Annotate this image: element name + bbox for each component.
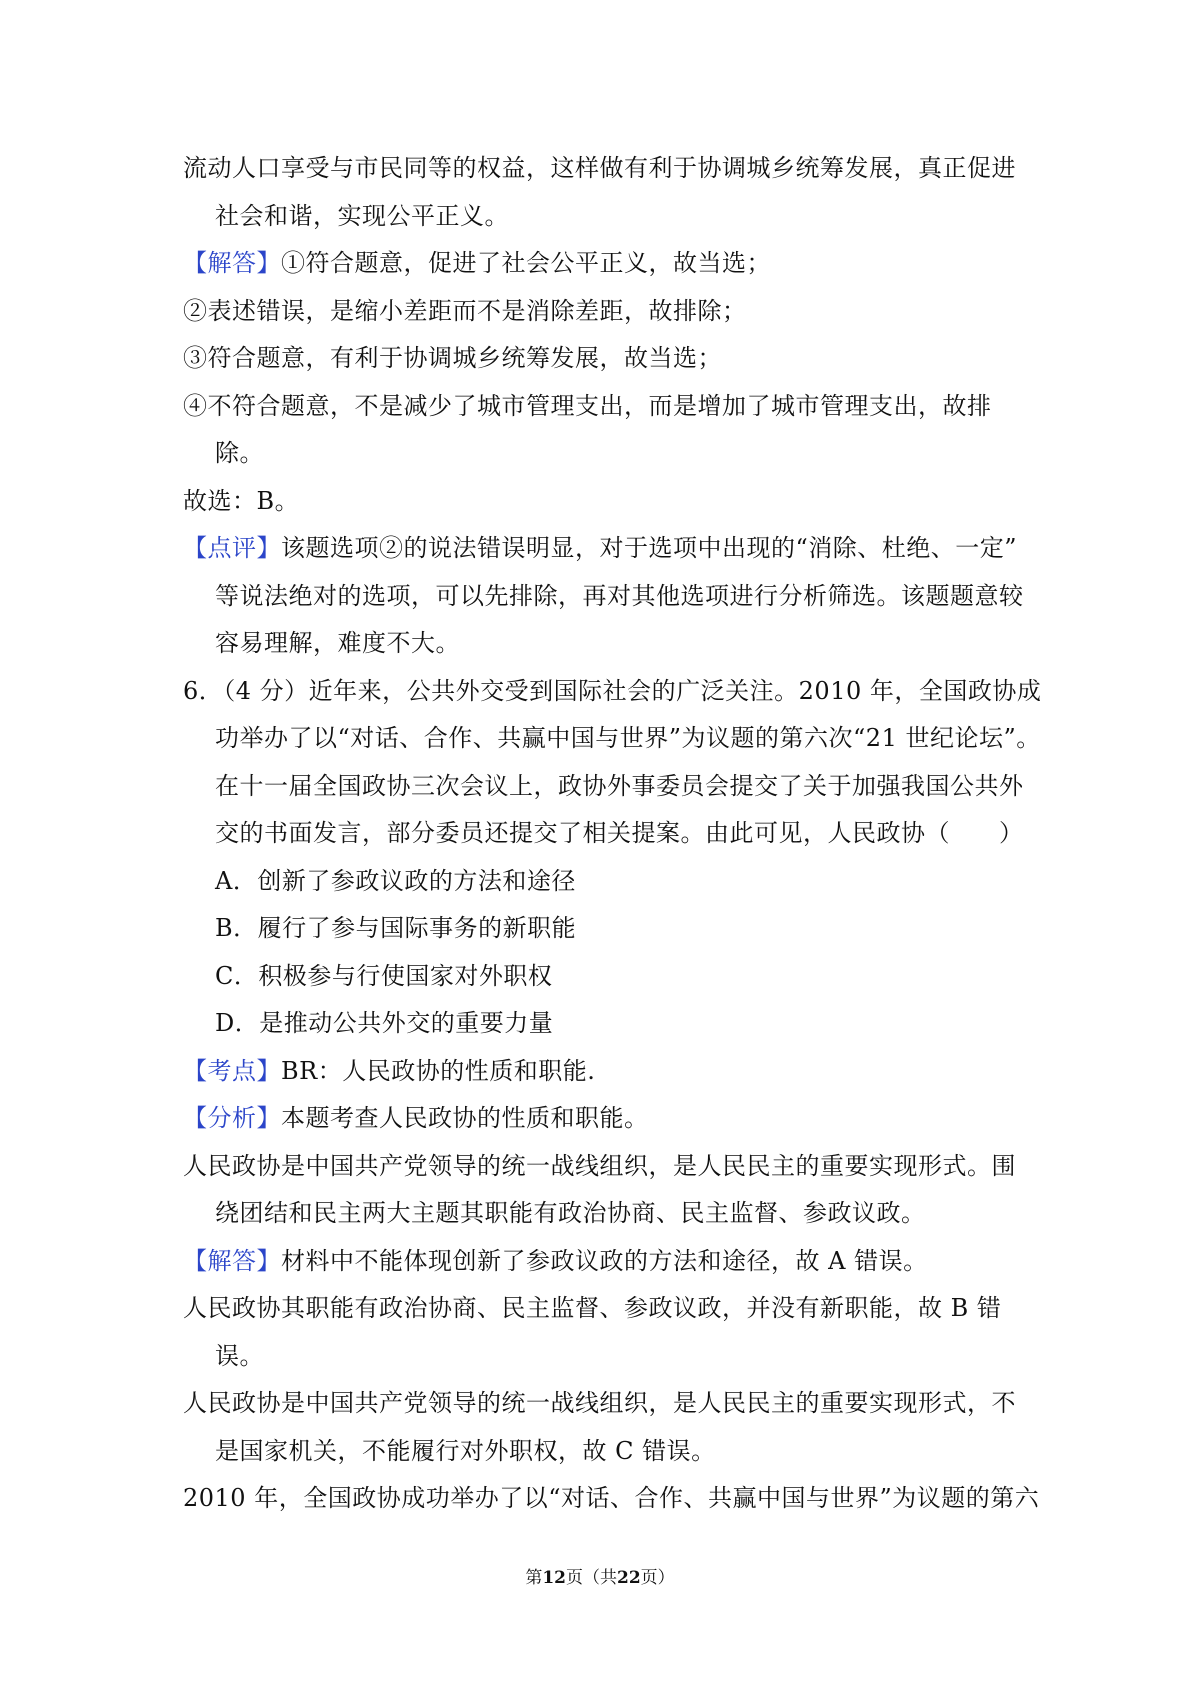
knowledge-point-line: 【考点】BR：人民政协的性质和职能. xyxy=(183,1056,596,1085)
text-line: 社会和谐，实现公平正义。 xyxy=(215,201,509,230)
comment-tag: 【点评】 xyxy=(183,534,281,562)
page-body xyxy=(183,145,1042,1523)
comment-line: 【点评】该题选项②的说法错误明显，对于选项中出现的“消除、杜绝、一定” xyxy=(183,534,1018,562)
text-line: 容易理解，难度不大。 xyxy=(215,629,460,657)
page-number: 12 xyxy=(542,1568,566,1588)
text-line: ③符合题意，有利于协调城乡统筹发展，故当选； xyxy=(183,344,722,372)
answer-tag: 【解答】 xyxy=(183,249,281,277)
text-line: 人民政协是中国共产党领导的统一战线组织，是人民民主的重要实现形式。围 xyxy=(183,1151,1016,1180)
option-b: B．履行了参与国际事务的新职能 xyxy=(215,914,577,942)
answer-line: 【解答】材料中不能体现创新了参政议政的方法和途径，故 A 错误。 xyxy=(183,1246,928,1275)
text-line: 是国家机关，不能履行对外职权，故 C 错误。 xyxy=(215,1436,716,1465)
answer-line: 【解答】①符合题意，促进了社会公平正义，故当选； xyxy=(183,249,771,277)
text-line: 流动人口享受与市民同等的权益，这样做有利于协调城乡统筹发展，真正促进 xyxy=(183,154,1016,182)
footer-suffix: 页） xyxy=(640,1568,675,1588)
text-line: 绕团结和民主两大主题其职能有政治协商、民主监督、参政议政。 xyxy=(215,1199,926,1227)
text-line: 人民政协其职能有政治协商、民主监督、参政议政，并没有新职能，故 B 错 xyxy=(183,1294,1002,1322)
answer-tag: 【解答】 xyxy=(183,1246,281,1275)
total-pages: 22 xyxy=(617,1568,641,1588)
page-footer xyxy=(0,1563,1200,1588)
text-line: ②表述错误，是缩小差距而不是消除差距，故排除； xyxy=(183,296,747,325)
footer-prefix: 第 xyxy=(525,1568,543,1588)
text-line: 等说法绝对的选项，可以先排除，再对其他选项进行分析筛选。该题题意较 xyxy=(215,581,1024,610)
text-line: 误。 xyxy=(215,1341,264,1370)
option-c: C．积极参与行使国家对外职权 xyxy=(215,961,553,990)
question-line: 功举办了以“对话、合作、共赢中国与世界”为议题的第六次“21 世纪论坛”。 xyxy=(215,724,1041,752)
analysis-tag: 【分析】 xyxy=(183,1104,281,1132)
option-a: A．创新了参政议政的方法和途径 xyxy=(215,866,576,895)
footer-middle: 页（共 xyxy=(566,1568,617,1588)
option-d: D．是推动公共外交的重要力量 xyxy=(215,1009,554,1037)
text-line: 2010 年，全国政协成功举办了以“对话、合作、共赢中国与世界”为议题的第六 xyxy=(183,1484,1040,1512)
question-line: 交的书面发言，部分委员还提交了相关提案。由此可见，人民政协（ ） xyxy=(215,819,1024,847)
analysis-line: 【分析】本题考查人民政协的性质和职能。 xyxy=(183,1104,649,1132)
question-line: 6．（4 分）近年来，公共外交受到国际社会的广泛关注。2010 年，全国政协成 xyxy=(183,676,1042,705)
text-line: 故选：B。 xyxy=(183,486,300,515)
text-line: 人民政协是中国共产党领导的统一战线组织，是人民民主的重要实现形式，不 xyxy=(183,1389,1016,1417)
question-line: 在十一届全国政协三次会议上，政协外事委员会提交了关于加强我国公共外 xyxy=(215,771,1024,800)
text-line: 除。 xyxy=(215,439,264,467)
knowledge-point-tag: 【考点】 xyxy=(183,1056,281,1085)
text-line: ④不符合题意，不是减少了城市管理支出，而是增加了城市管理支出，故排 xyxy=(183,391,992,420)
